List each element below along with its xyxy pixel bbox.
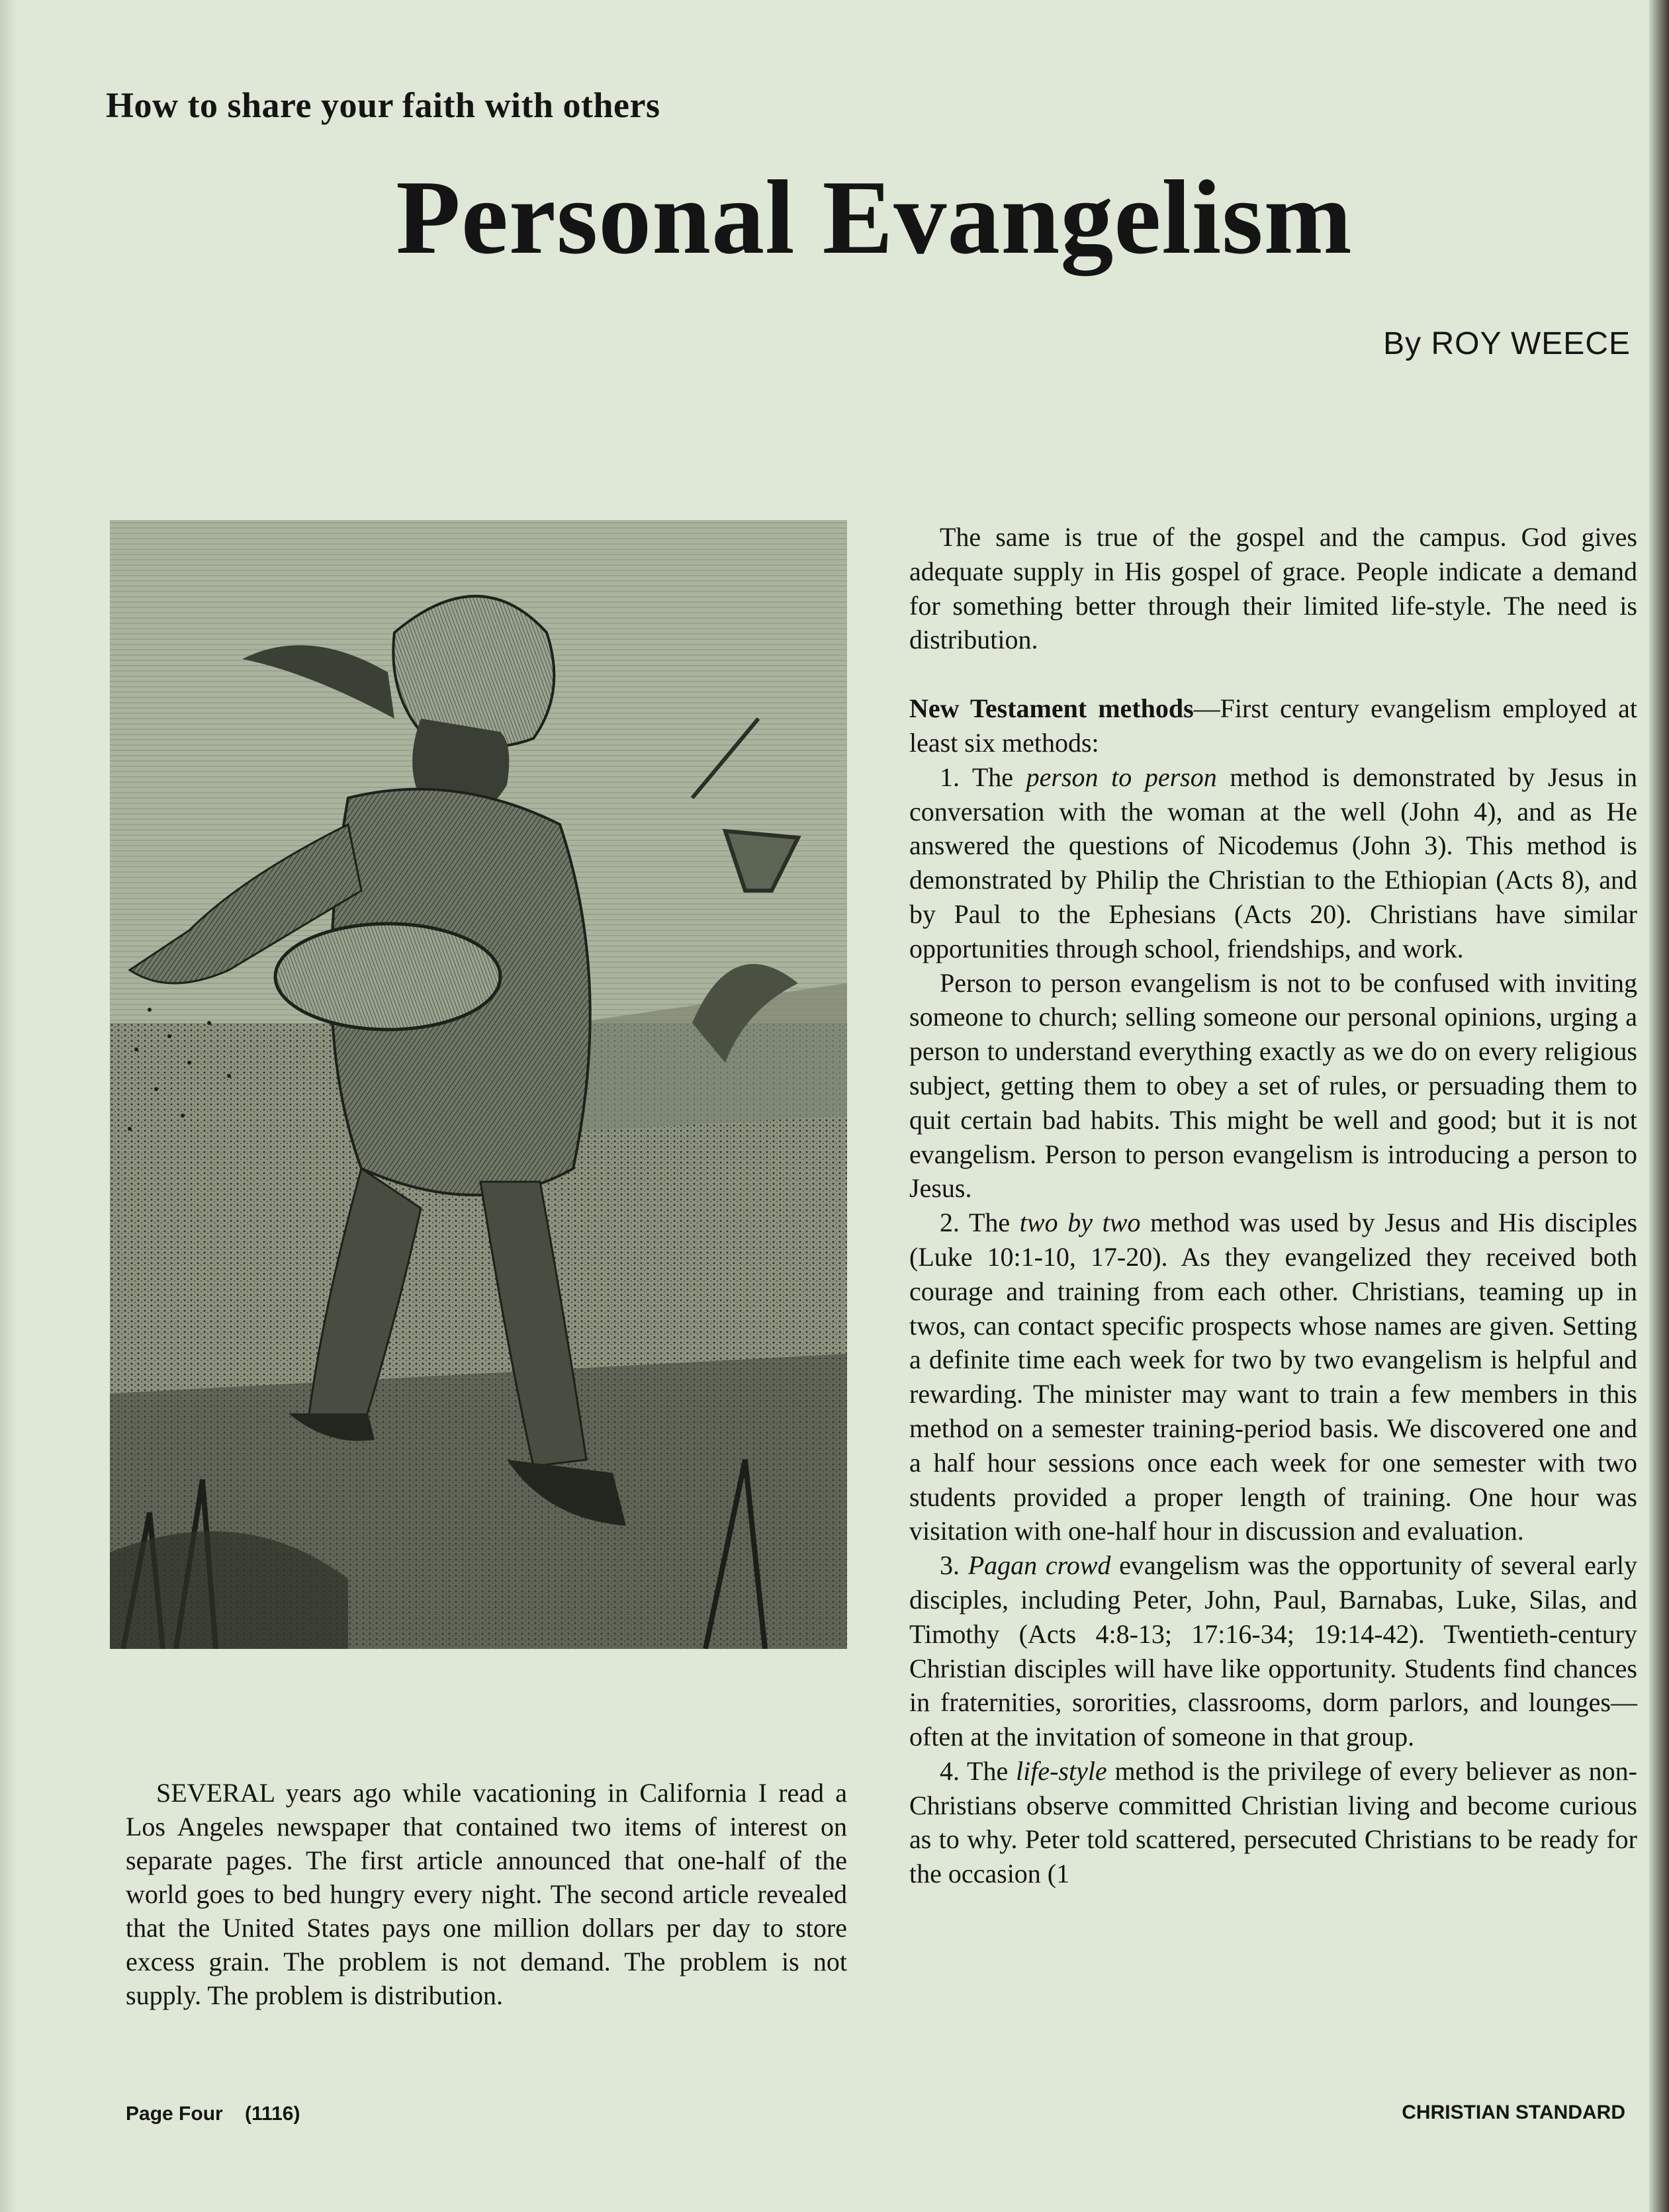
paragraph-method-4 xyxy=(909,1754,1637,1891)
sower-illustration xyxy=(110,520,847,1649)
paragraph-person-to-person: Person to person evangelism is not to be confused with inviting someone to church; selling someone our personal opinions, urging a person to understand everything exactly as we do on every religious subject, getting them to obey a set of rules, or persuading them to quit certain bad habits. This might be well and good; but it is not evangelism. Person to person evangelism is introducing a person to Jesus. xyxy=(909,967,1637,1204)
method-name: person to person xyxy=(1026,762,1217,792)
method-text: method is demonstrated by Jesus in conversation with the woman at the well (John 4), and as He answered the questions of Nicodemus (John 3). This method is demonstrated by Philip the Christian to the Ethiopian (Acts 8), and by Paul to the Ephesians (Acts 20). Christians have similar opportunities through school, friendships, and work. xyxy=(909,762,1638,963)
intro-paragraph xyxy=(126,1776,847,2012)
method-text: method is the privilege of every believer as non-Christians observe committed Christian living and become curious as to why. Peter told scattered, persecuted Christians to be ready for the occasion (1 xyxy=(909,1755,1637,1889)
page-binding-edge xyxy=(1649,0,1669,2212)
page-number-footer: Page Four (1116) xyxy=(126,2103,300,2125)
intro-lead-word: SEVERAL xyxy=(156,1778,275,1808)
method-number: 3. xyxy=(940,1550,968,1581)
method-name: Pagan crowd xyxy=(968,1550,1111,1581)
paragraph-nt-methods xyxy=(909,691,1637,760)
section-intro: —First century evangelism employed at least six methods: xyxy=(909,693,1637,758)
intro-text xyxy=(126,1776,847,2012)
method-text: method was used by Jesus and His disciples (Luke 10:1-10, 17-20). As they evangelized they received both courage and training from each other. Christians, teaming up in twos, can contact specific prospects whose names are given. Setting a definite time each week for two by two evangelism is helpful and rewarding. The minister may want to train a few members in this method on a semester training-period basis. We discovered one and a half hour sessions once each week for one semester with two students provided a proper length of training. One hour was visitation with one-half hour in discussion and evaluation. xyxy=(909,1208,1638,1546)
article-title: Personal Evangelism xyxy=(396,158,1353,276)
method-number: 2. The xyxy=(940,1208,1020,1238)
article-byline: By ROY WEECE xyxy=(1383,326,1631,361)
publication-footer: CHRISTIAN STANDARD xyxy=(1402,2101,1625,2123)
paragraph-method-3 xyxy=(909,1548,1637,1754)
right-column xyxy=(909,520,1637,1891)
section-heading: New Testament methods xyxy=(909,693,1194,724)
method-number: 4. The xyxy=(940,1755,1016,1786)
method-name: life-style xyxy=(1016,1755,1107,1786)
method-number: 1. The xyxy=(940,762,1026,792)
paragraph-method-2 xyxy=(909,1206,1637,1548)
method-text: evangelism was the opportunity of several early disciples, including Peter, John, Paul, Barnabas, Luke, Silas, and Timothy (Acts 4:8-13; 17:16-34; 19:14-42). Twentieth-century Christian disciples will have like opportunity. Students find chances in fraternities, sororities, classrooms, dorm parlors, and lounges—often at the invitation of someone in that group. xyxy=(909,1550,1637,1752)
paragraph-distribution: The same is true of the gospel and the campus. God gives adequate supply in His gospel of grace. People indicate a demand for something better through their limited life-style. The need is distribution. xyxy=(909,522,1637,655)
method-name: two by two xyxy=(1019,1208,1141,1238)
paragraph-method-1 xyxy=(909,760,1637,966)
page-shadow-left xyxy=(0,0,17,2212)
intro-body: years ago while vacationing in California I read a Los Angeles newspaper that contained two items of interest on separate pages. The first article announced that one-half of the world goes to bed hungry every night. The second article revealed that the United States pays one million dollars per day to store excess grain. The problem is not demand. The problem is not supply. The problem is distribution. xyxy=(126,1778,847,2010)
article-kicker: How to share your faith with others xyxy=(106,85,660,125)
